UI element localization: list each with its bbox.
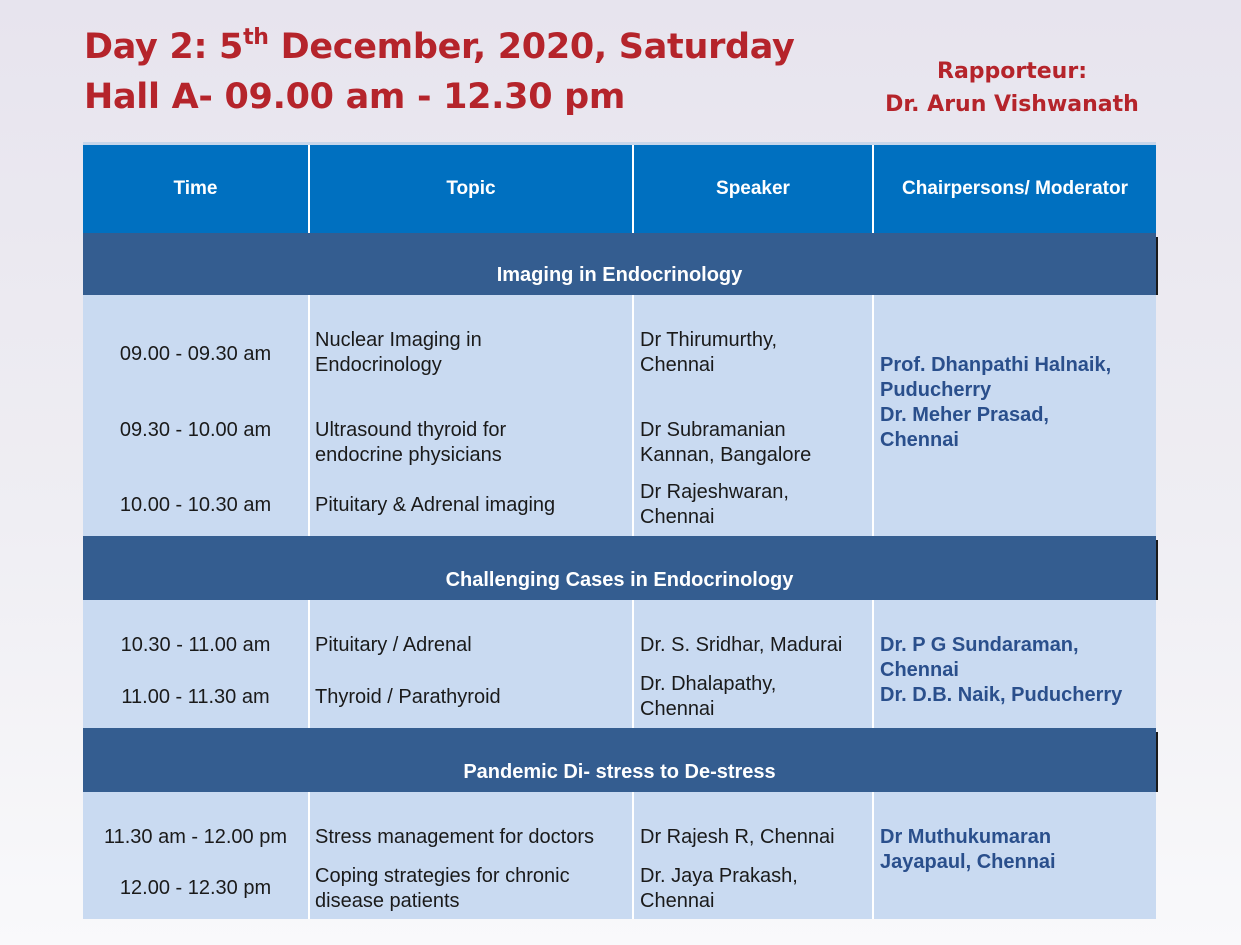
table-row-time: 11.30 am - 12.00 pm — [103, 826, 288, 848]
table-row-speaker: Dr Subramanian Kannan, Bangalore — [640, 419, 812, 466]
column-header-topic: Topic — [446, 178, 496, 199]
schedule-table — [83, 142, 1156, 919]
table-row-topic: Pituitary / Adrenal — [315, 634, 472, 656]
table-row-speaker: Dr Rajesh R, Chennai — [640, 826, 835, 848]
column-header-chairpersons: Chairpersons/ Moderator — [902, 178, 1128, 199]
section-block — [83, 295, 1156, 536]
section-heading: Pandemic Di- stress to De-stress — [83, 728, 1156, 792]
table-header — [83, 145, 1156, 233]
table-row-speaker: Dr Thirumurthy, Chennai — [640, 329, 778, 376]
day-heading: Day 2: 5th December, 2020, Saturday — [84, 25, 795, 67]
table-row-time: 09.00 - 09.30 am — [119, 343, 272, 365]
rapporteur — [862, 55, 1162, 121]
table-row-speaker: Dr. S. Sridhar, Madurai — [640, 634, 843, 656]
table-row-speaker: Dr. Jaya Prakash, Chennai — [640, 865, 798, 912]
table-row-time: 09.30 - 10.00 am — [119, 419, 272, 441]
hall-heading: Hall A- 09.00 am - 12.30 pm — [84, 77, 626, 117]
table-row-topic: Coping strategies for chronic disease patients — [315, 865, 570, 912]
table-row-speaker: Dr. Dhalapathy, Chennai — [640, 673, 777, 720]
column-header-time: Time — [173, 178, 218, 199]
table-row-topic: Nuclear Imaging in Endocrinology — [315, 329, 482, 376]
section-block — [83, 600, 1156, 728]
table-row-topic: Thyroid / Parathyroid — [315, 686, 501, 708]
rapporteur-name: Dr. Arun Vishwanath — [885, 92, 1139, 117]
table-row-time: 10.00 - 10.30 am — [119, 494, 272, 516]
column-header-speaker: Speaker — [716, 178, 790, 199]
chairpersons: Dr Muthukumaran Jayapaul, Chennai — [880, 826, 1056, 873]
table-row-time: 11.00 - 11.30 am — [121, 686, 270, 708]
table-row-speaker: Dr Rajeshwaran, Chennai — [640, 481, 789, 528]
table-row-topic: Pituitary & Adrenal imaging — [315, 494, 556, 516]
section-heading: Imaging in Endocrinology — [83, 233, 1156, 295]
section-heading: Challenging Cases in Endocrinology — [83, 536, 1156, 600]
schedule-title — [84, 22, 795, 122]
rapporteur-label: Rapporteur: — [937, 59, 1087, 84]
section-block — [83, 792, 1156, 919]
chairpersons: Dr. P G Sundaraman, Chennai Dr. D.B. Naik, Puducherry — [880, 634, 1123, 706]
chairpersons: Prof. Dhanpathi Halnaik, Puducherry Dr. Meher Prasad, Chennai — [880, 354, 1112, 451]
table-row-topic: Stress management for doctors — [315, 826, 595, 848]
table-row-time: 10.30 - 11.00 am — [120, 634, 271, 656]
table-row-topic: Ultrasound thyroid for endocrine physicians — [315, 419, 507, 466]
table-row-time: 12.00 - 12.30 pm — [119, 877, 272, 899]
